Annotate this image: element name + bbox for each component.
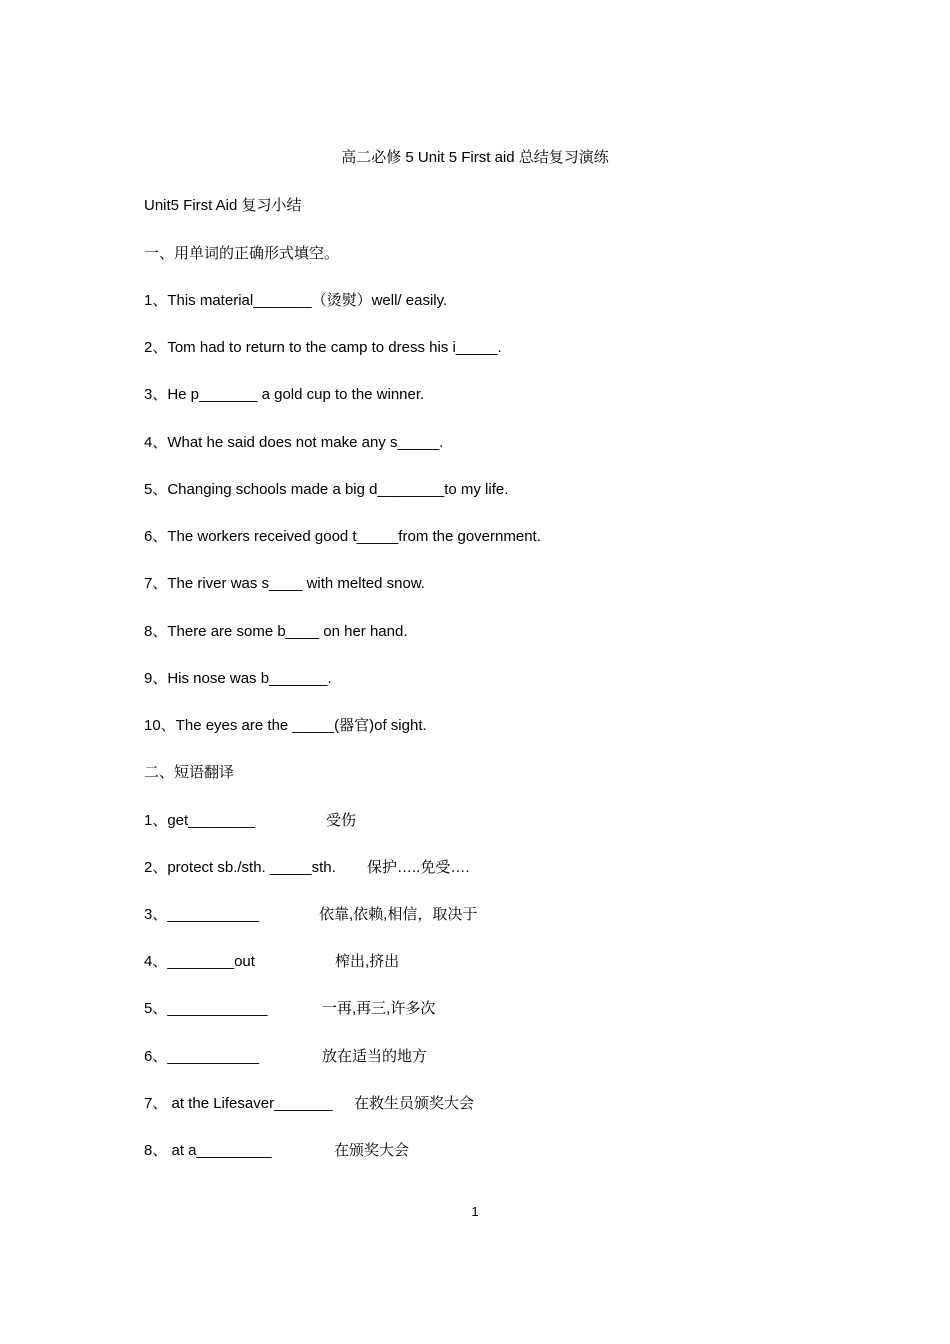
document-title: 高二必修 5 Unit 5 First aid 总结复习演练 <box>341 149 609 166</box>
fill-item-2: 2、Tom had to return to the camp to dress his i_____. <box>144 339 502 356</box>
phrase-meaning-1: 受伤 <box>326 812 357 829</box>
section2-heading: 二、短语翻译 <box>144 764 235 781</box>
phrase-meaning-6: 放在适当的地方 <box>322 1048 428 1065</box>
fill-item-10: 10、The eyes are the _____(器官)of sight. <box>144 717 427 734</box>
phrase-item-2: 2、protect sb./sth. _____sth. <box>144 859 336 876</box>
phrase-item-4: 4、________out <box>144 953 255 970</box>
fill-item-9: 9、His nose was b_______. <box>144 670 332 687</box>
fill-item-3: 3、He p_______ a gold cup to the winner. <box>144 386 425 403</box>
phrase-item-8: 8、 at a_________ <box>144 1142 272 1159</box>
fill-item-5: 5、Changing schools made a big d________to my life. <box>144 481 509 498</box>
fill-item-7: 7、The river was s____ with melted snow. <box>144 575 425 592</box>
phrase-meaning-5: 一再,再三,许多次 <box>322 1000 436 1017</box>
fill-item-8: 8、There are some b____ on her hand. <box>144 623 408 640</box>
phrase-item-6: 6、___________ <box>144 1048 260 1065</box>
section1-heading: 一、用单词的正确形式填空。 <box>144 245 340 262</box>
fill-item-6: 6、The workers received good t_____from the government. <box>144 528 541 545</box>
phrase-item-3: 3、___________ <box>144 906 260 923</box>
phrase-meaning-8: 在颁奖大会 <box>334 1142 410 1159</box>
phrase-item-7: 7、 at the Lifesaver_______ <box>144 1095 333 1112</box>
phrase-item-5: 5、____________ <box>144 1000 268 1017</box>
phrase-meaning-4: 榨出,挤出 <box>335 953 400 970</box>
phrase-item-1: 1、get________ <box>144 812 255 829</box>
phrase-meaning-7: 在救生员颁奖大会 <box>354 1095 475 1112</box>
document-subtitle: Unit5 First Aid 复习小结 <box>144 197 302 214</box>
fill-item-1: 1、This material_______（烫熨）well/ easily. <box>144 292 448 309</box>
fill-item-4: 4、What he said does not make any s_____. <box>144 434 444 451</box>
phrase-meaning-3: 依靠,依赖,相信，取决于 <box>319 906 478 923</box>
page-number: 1 <box>471 1204 479 1219</box>
phrase-meaning-2: 保护…..免受…. <box>367 859 470 876</box>
